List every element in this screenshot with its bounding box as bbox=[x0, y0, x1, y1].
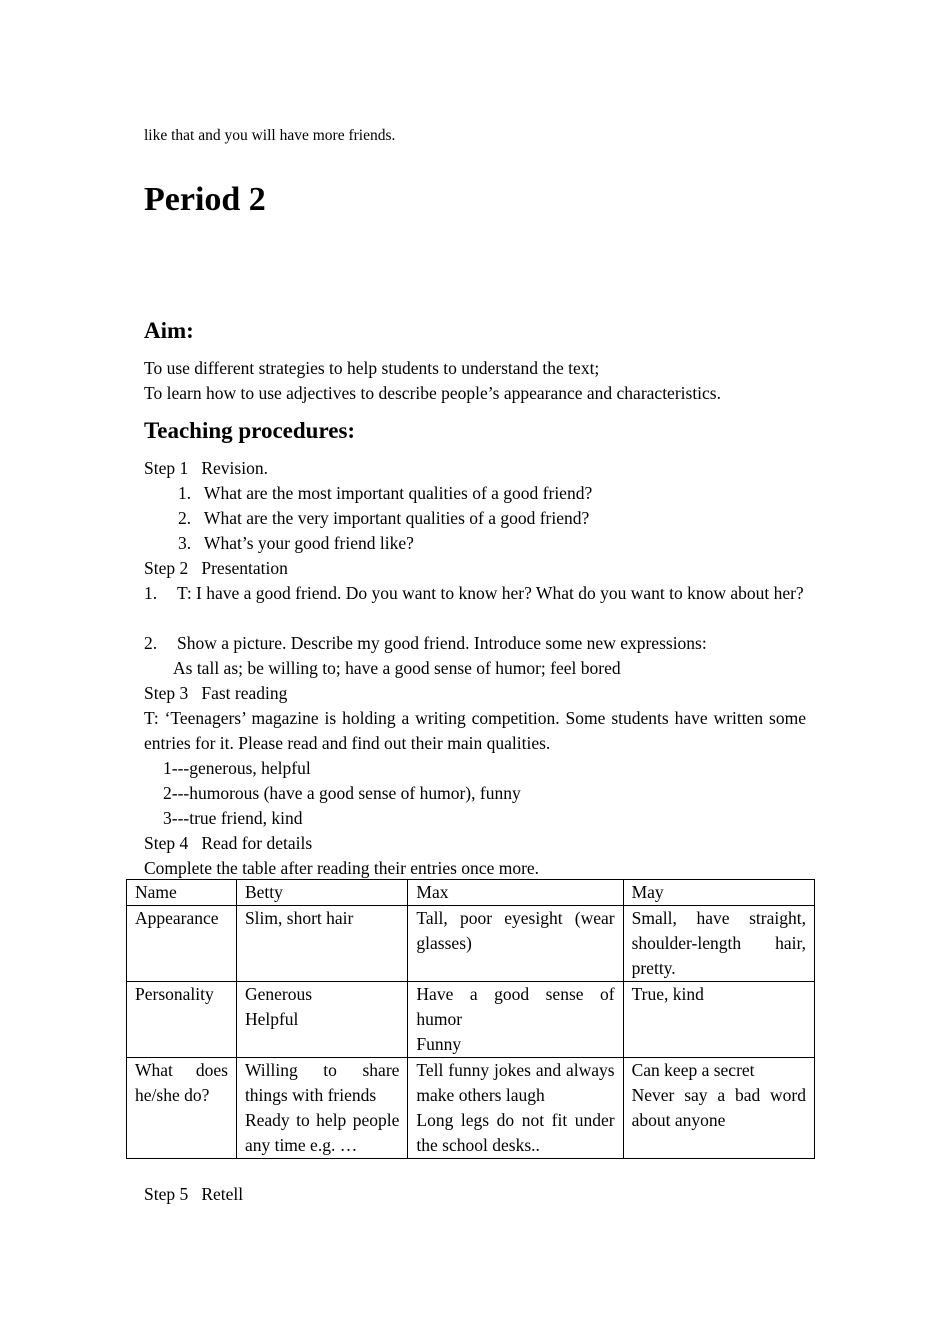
cell-line: Tell funny jokes and always make others laugh bbox=[416, 1060, 615, 1105]
step3-label: Step 3 Fast reading bbox=[144, 683, 288, 703]
step2-item1-text: T: I have a good friend. Do you want to know her? What do you want to know about her? bbox=[177, 583, 804, 603]
header-betty: Betty bbox=[236, 880, 407, 906]
row-label-appearance: Appearance bbox=[127, 906, 237, 982]
table-row bbox=[127, 1058, 815, 1159]
aim-heading: Aim: bbox=[144, 318, 194, 343]
step2-item2-text: Show a picture. Describe my good friend. Introduce some new expressions: bbox=[177, 633, 707, 653]
cell-max-personality bbox=[408, 982, 623, 1058]
cell-betty-personality bbox=[236, 982, 407, 1058]
step2-item2-number: 2. bbox=[144, 633, 158, 653]
aim-line-1: To use different strategies to help students to understand the text; bbox=[144, 358, 600, 378]
cell-line: Helpful bbox=[244, 1009, 299, 1029]
row-label-personality: Personality bbox=[127, 982, 237, 1058]
friends-table bbox=[126, 879, 815, 1159]
cell-may-personality: True, kind bbox=[623, 982, 814, 1058]
cell-may-actions bbox=[623, 1058, 814, 1159]
cell-line: Funny bbox=[416, 1034, 462, 1054]
step3-text: T: ‘Teenagers’ magazine is holding a writing competition. Some students have written some entries for it. Please read and find out their main qualities. bbox=[144, 708, 806, 753]
cell-betty-actions bbox=[236, 1058, 407, 1159]
header-may: May bbox=[623, 880, 814, 906]
cell-line: Have a good sense of humor bbox=[416, 984, 615, 1029]
header-name: Name bbox=[127, 880, 237, 906]
procedures-heading: Teaching procedures: bbox=[144, 418, 356, 443]
page-title: Period 2 bbox=[144, 181, 266, 218]
step3-answer-3: 3---true friend, kind bbox=[163, 808, 303, 828]
table-row bbox=[127, 982, 815, 1058]
step5-label: Step 5 Retell bbox=[144, 1184, 244, 1204]
cell-line: Ready to help people any time e.g. … bbox=[244, 1110, 400, 1155]
header-max: Max bbox=[408, 880, 623, 906]
cell-may-appearance: Small, have straight, shoulder-length hair, pretty. bbox=[623, 906, 814, 982]
cell-line: Never say a bad word about anyone bbox=[631, 1085, 806, 1130]
step4-label: Step 4 Read for details bbox=[144, 833, 313, 853]
cell-line: Can keep a secret bbox=[631, 1060, 755, 1080]
table-row bbox=[127, 906, 815, 982]
row-label-actions: What does he/she do? bbox=[127, 1058, 237, 1159]
continuation-text: like that and you will have more friends. bbox=[144, 127, 396, 144]
step1-question-3: 3. What’s your good friend like? bbox=[178, 533, 414, 553]
cell-line: Long legs do not fit under the school desks.. bbox=[416, 1110, 615, 1155]
aim-line-2: To learn how to use adjectives to describe people’s appearance and characteristics. bbox=[144, 383, 721, 403]
step2-item1-number: 1. bbox=[144, 583, 158, 603]
step2-expressions: As tall as; be willing to; have a good sense of humor; feel bored bbox=[173, 658, 621, 678]
step1-question-2: 2. What are the very important qualities of a good friend? bbox=[178, 508, 590, 528]
step1-question-1: 1. What are the most important qualities of a good friend? bbox=[178, 483, 593, 503]
cell-max-appearance: Tall, poor eyesight (wear glasses) bbox=[408, 906, 623, 982]
step3-answer-2: 2---humorous (have a good sense of humor), funny bbox=[163, 783, 521, 803]
cell-line: Willing to share things with friends bbox=[244, 1060, 400, 1105]
step4-instruction: Complete the table after reading their entries once more. bbox=[144, 858, 540, 878]
cell-betty-appearance: Slim, short hair bbox=[236, 906, 407, 982]
cell-max-actions bbox=[408, 1058, 623, 1159]
table-header-row bbox=[127, 880, 815, 906]
step1-label: Step 1 Revision. bbox=[144, 458, 268, 478]
step3-answer-1: 1---generous, helpful bbox=[163, 758, 311, 778]
cell-line: Generous bbox=[244, 984, 312, 1004]
step2-label: Step 2 Presentation bbox=[144, 558, 288, 578]
